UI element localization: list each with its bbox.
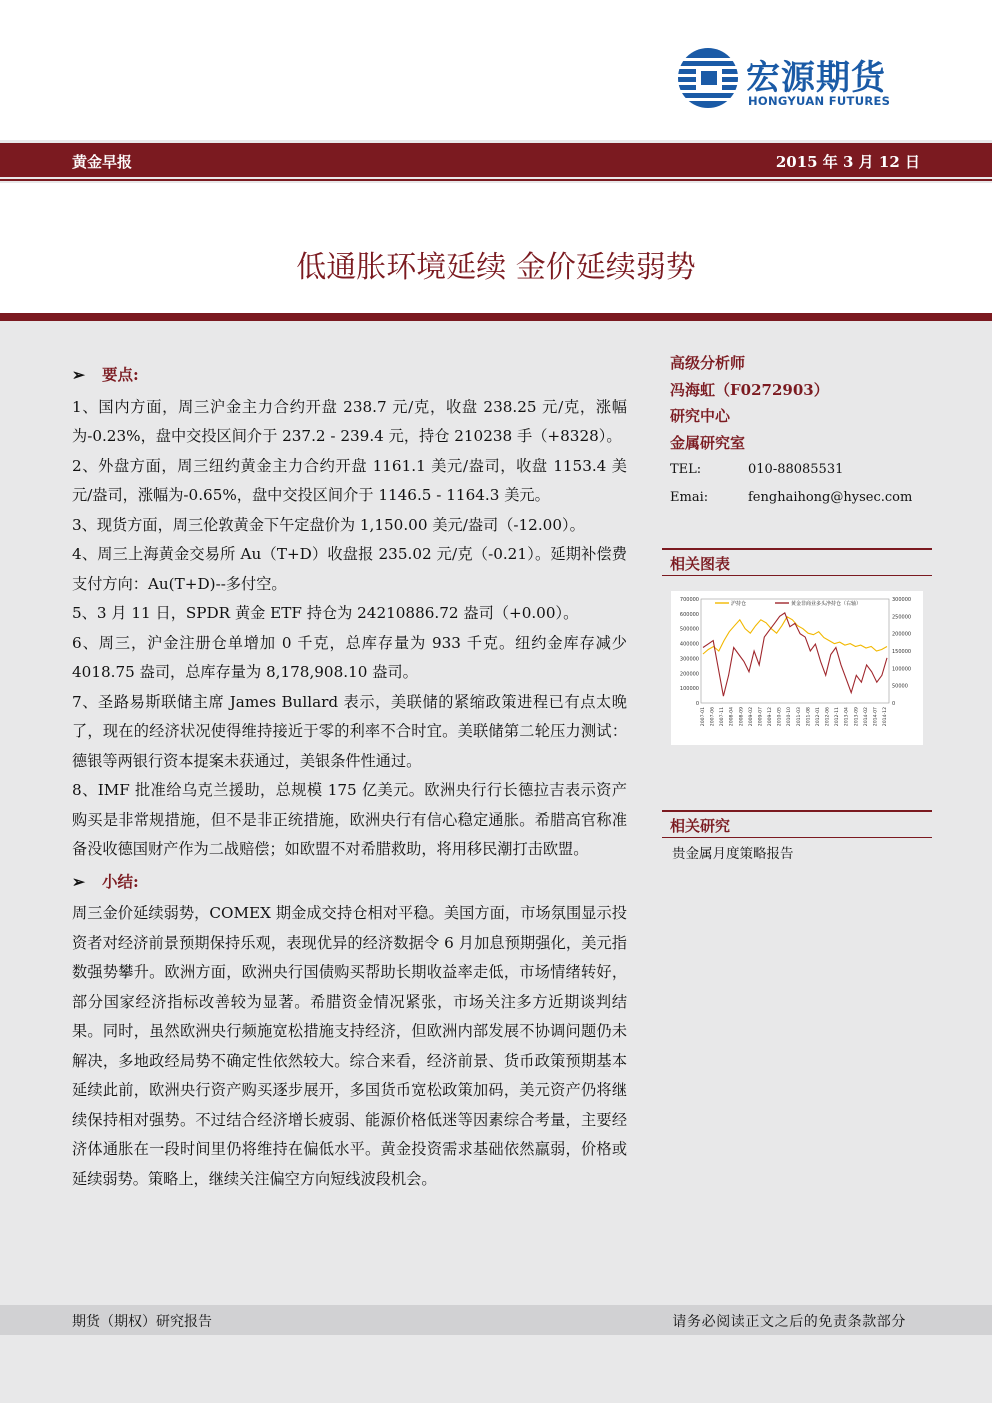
research-section-title: 相关研究 xyxy=(670,817,731,835)
legend-label-2: 黄金非商业多头净持仓（右轴） xyxy=(791,601,862,607)
brand-name-cn: 宏源期货 xyxy=(746,58,886,98)
x-tick-label: 2007-01 xyxy=(701,707,706,727)
email-value[interactable]: fenghaihong@hysec.com xyxy=(748,490,913,505)
y-right-tick-label: 200000 xyxy=(892,631,912,638)
analyst-title: 高级分析师 xyxy=(670,354,746,372)
key-point-1: 1、国内方面，周三沪金主力合约开盘 238.7 元/克，收盘 238.25 元/克，涨幅为-0.23%，盘中交投区间介于 237.2 - 239.4 元，持仓 210238 手（+8328）。 xyxy=(72,397,627,445)
email-label: Emai: xyxy=(670,490,709,505)
y-right-tick-label: 50000 xyxy=(892,683,908,690)
key-point-6: 6、周三，沪金注册仓单增加 0 千克，总库存量为 933 千克。纽约金库存减少 4018.75 盎司，总库存量为 8,178,908.10 盎司。 xyxy=(72,633,627,681)
y-left-tick-label: 300000 xyxy=(679,656,699,663)
logo-mark-icon xyxy=(676,46,740,110)
y-left-tick-label: 500000 xyxy=(679,626,699,633)
tel-value: 010-88085531 xyxy=(748,462,844,477)
y-right-tick-label: 250000 xyxy=(892,614,912,621)
summary-heading xyxy=(72,867,627,897)
plot-area xyxy=(701,599,889,703)
key-point-8: 8、IMF 批准给乌克兰援助，总规模 175 亿美元。欧洲央行行长德拉吉表示资产购买是非常规措施，但不是非正统措施，欧洲央行有信心稳定通胀。希腊高官称准备没收德国财产作为二战赔偿；如欧盟不对希腊救助，将用移民潮打击欧盟。 xyxy=(72,781,627,858)
x-tick-label: 2009-12 xyxy=(768,707,774,727)
y-left-tick-label: 200000 xyxy=(679,671,699,678)
y-left-tick-label: 400000 xyxy=(679,641,699,648)
arrow-icon: ➢ xyxy=(72,871,85,891)
related-research-item[interactable]: 贵金属月度策略报告 xyxy=(672,846,794,862)
x-tick-label: 2011-03 xyxy=(796,707,802,727)
x-tick-label: 2013-04 xyxy=(844,707,850,727)
analyst-dept: 研究中心 xyxy=(670,407,731,425)
key-points-title: 要点: xyxy=(102,365,139,384)
analyst-division: 金属研究室 xyxy=(670,433,746,452)
main-content xyxy=(72,360,627,1194)
summary-text: 周三金价延续弱势，COMEX 期金成交持仓相对平稳。美国方面，市场氛围显示投资者对经济前景预期保持乐观，表现优异的经济数据令 6 月加息预期强化，美元指数强势攀升。欧洲方面，欧洲央行国债购买帮助长期收益率走低，市场情绪转好，部分国家经济指标改善较为显著。希腊资金情况紧张，市场关注多方近期谈判结果。同时，虽然欧洲央行频施宽松措施支持经济，但欧洲内部发展不协调问题仍未解决，多地政经局势不确定性依然较大。综合来看，经济前景、货币政策预期基本延续此前，欧洲央行资产购买逐步展开，多国货币宽松政策加码，美元资产仍将继续保持相对强势。不过结合经济增长疲弱、能源价格低迷等因素综合考量，主要经济体通胀在一段时间里仍将维持在偏低水平。黄金投资需求基础依然羸弱，价格或延续弱势。策略上，继续关注偏空方向短线波段机会。 xyxy=(72,904,627,1188)
charts-section-title: 相关图表 xyxy=(670,555,731,573)
report-type: 黄金早报 xyxy=(72,153,133,171)
x-tick-label: 2014-12 xyxy=(883,707,888,727)
analyst-info xyxy=(670,350,932,512)
analyst-name: 冯海虹（F0272903） xyxy=(670,380,829,399)
charts-section-header xyxy=(662,548,932,576)
brand-name-en: HONGYUAN FUTURES xyxy=(748,94,891,108)
y-left-tick-label: 600000 xyxy=(679,611,699,618)
y-right-tick-label: 100000 xyxy=(892,666,912,673)
analyst-tel xyxy=(670,456,932,484)
x-tick-label: 2010-05 xyxy=(777,707,783,727)
x-tick-label: 2007-06 xyxy=(710,707,716,727)
holdings-chart xyxy=(671,591,923,745)
x-tick-label: 2009-07 xyxy=(758,707,764,727)
arrow-icon: ➢ xyxy=(72,365,85,384)
key-point-3: 3、现货方面，周三伦敦黄金下午定盘价为 1,150.00 美元/盎司（-12.00）。 xyxy=(72,515,585,534)
key-point-5: 5、3 月 11 日，SPDR 黄金 ETF 持仓为 24210886.72 盎司（+0.00）。 xyxy=(72,604,579,622)
key-point-2: 2、外盘方面，周三纽约黄金主力合约开盘 1161.1 美元/盎司，收盘 1153.4 美元/盎司，涨幅为-0.65%，盘中交投区间介于 1146.5 - 1164.3 美元。 xyxy=(72,456,627,504)
legend-label-1: 沪持仓 xyxy=(731,601,747,607)
header-divider xyxy=(0,179,992,181)
key-points-heading xyxy=(72,360,627,390)
x-tick-label: 2011-08 xyxy=(806,707,812,727)
x-tick-label: 2009-02 xyxy=(748,707,754,727)
report-date: 2015 年 3 月 12 日 xyxy=(775,153,920,171)
x-tick-label: 2013-09 xyxy=(854,707,860,727)
title-divider xyxy=(0,313,992,321)
tel-label: TEL: xyxy=(670,462,702,477)
x-tick-label: 2012-01 xyxy=(815,707,821,727)
x-tick-label: 2012-11 xyxy=(835,707,841,727)
report-title: 低通胀环境延续 金价延续弱势 xyxy=(296,250,696,285)
x-tick-label: 2007-11 xyxy=(720,707,726,727)
key-point-7: 7、圣路易斯联储主席 James Bullard 表示，美联储的紧缩政策进程已有点太晚了，现在的经济状况使得维持接近于零的利率不合时宜。美联储第二轮压力测试：德银等两银行资本提案未获通过，美银条件性通过。 xyxy=(72,692,627,770)
analyst-email xyxy=(670,484,932,512)
x-tick-label: 2008-04 xyxy=(729,707,735,727)
x-tick-label: 2010-10 xyxy=(787,707,793,727)
chart-svg xyxy=(671,591,923,745)
x-tick-label: 2012-06 xyxy=(825,707,831,727)
company-logo xyxy=(676,46,926,116)
research-section-header xyxy=(662,810,932,838)
footer-left-text: 期货（期权）研究报告 xyxy=(72,1314,212,1330)
summary-title: 小结: xyxy=(102,871,139,891)
y-right-tick-label: 150000 xyxy=(892,649,912,655)
key-point-4: 4、周三上海黄金交易所 Au（T+D）收盘报 235.02 元/克（-0.21）。延期补偿费支付方向：Au(T+D)--多付空。 xyxy=(72,545,627,593)
x-tick-label: 2014-07 xyxy=(873,707,879,727)
y-right-tick-label: 0 xyxy=(892,701,896,707)
x-tick-label: 2008-09 xyxy=(739,707,745,727)
y-right-tick-label: 300000 xyxy=(892,597,912,603)
y-left-tick-label: 700000 xyxy=(679,597,699,603)
footer-disclaimer: 请务必阅读正文之后的免责条款部分 xyxy=(672,1314,906,1330)
y-left-tick-label: 0 xyxy=(695,701,699,707)
y-left-tick-label: 100000 xyxy=(679,686,699,693)
x-tick-label: 2014-02 xyxy=(863,707,869,727)
